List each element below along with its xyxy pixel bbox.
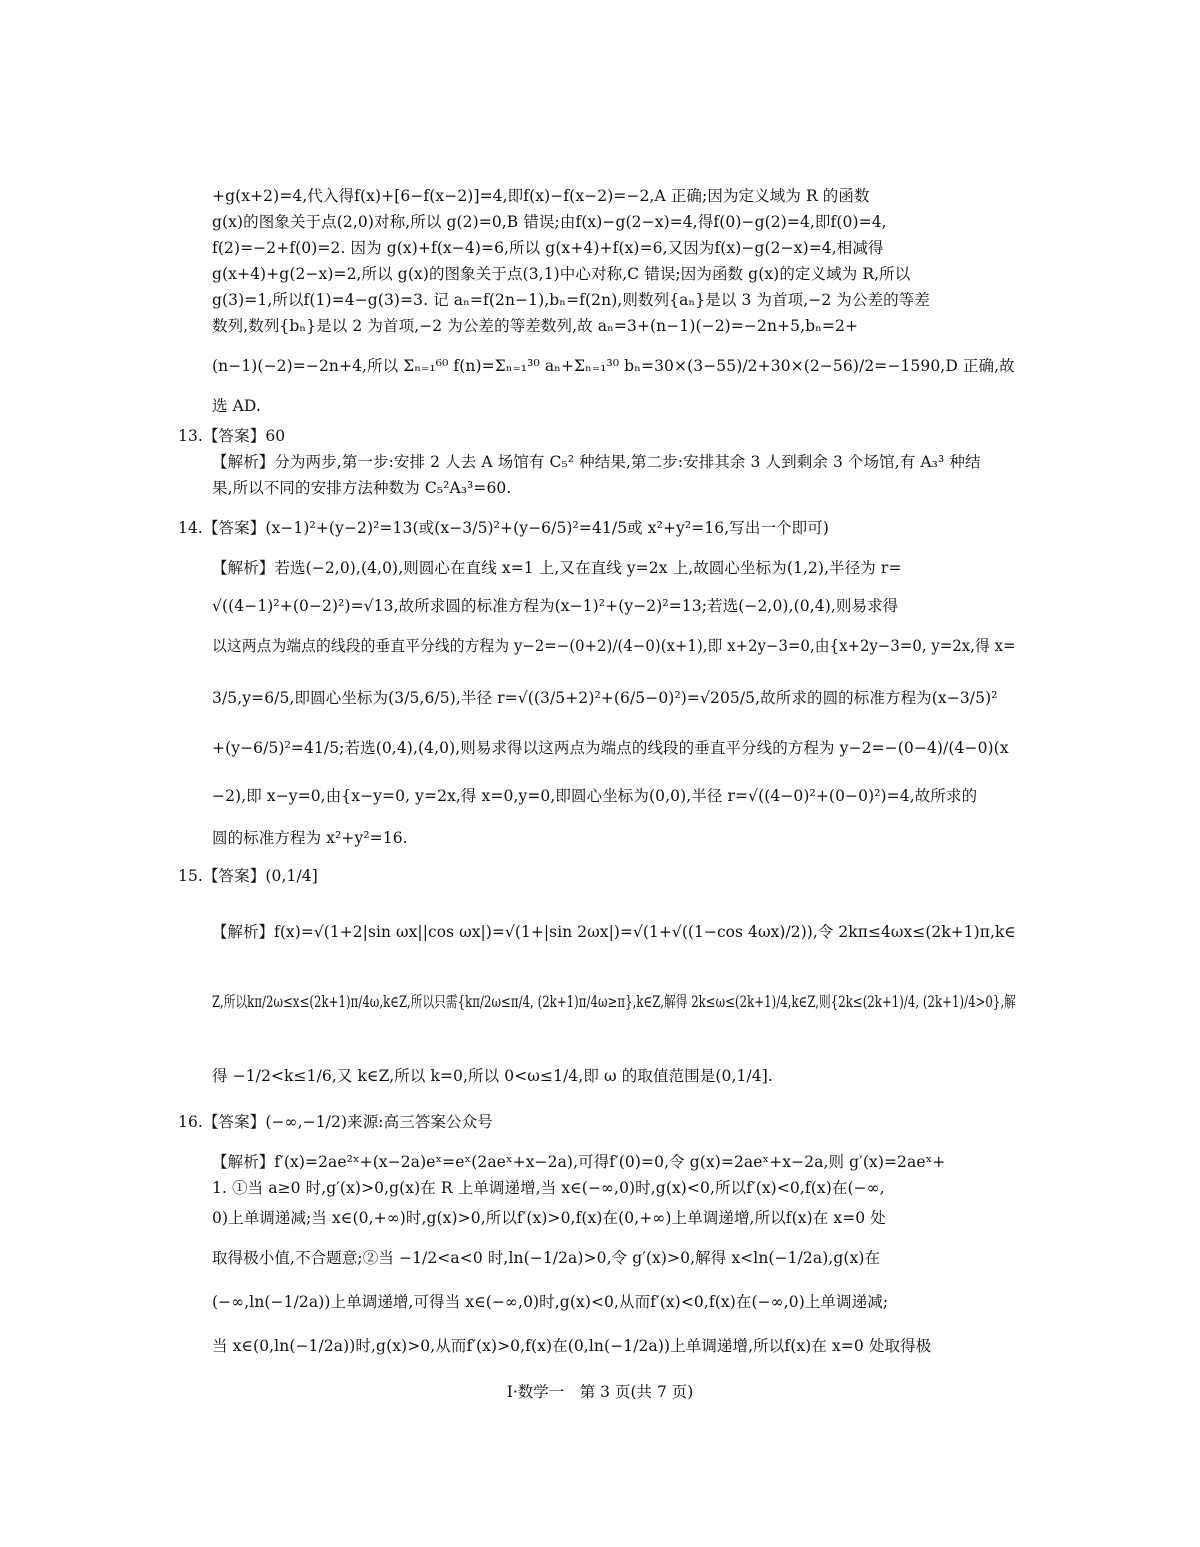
analysis-line: 【解析】f′(x)=2ae²ˣ+(x−2a)eˣ=eˣ(2aeˣ+x−2a),可得f′(0)=0,令 g(x)=2aeˣ+x−2a,则 g′(x)=2aeˣ+ xyxy=(212,1153,946,1171)
analysis-line: 【解析】f(x)=√(1+2|sin ωx||cos ωx|)=√(1+|sin 2ωx|)=√(1+√((1−cos 4ωx)/2)),令 2kπ≤4ωx≤(2k+1)π,k∈ xyxy=(212,923,1016,941)
analysis-line: 得 −1/2<k≤1/6,又 k∈Z,所以 k=0,所以 0<ω≤1/4,即 ω 的取值范围是(0,1/4]. xyxy=(212,1067,773,1085)
text-line: g(x+4)+g(2−x)=2,所以 g(x)的图象关于点(3,1)中心对称,C 错误;因为函数 g(x)的定义域为 R,所以 xyxy=(212,265,911,283)
text-line: g(3)=1,所以f(1)=4−g(3)=3. 记 aₙ=f(2n−1),bₙ=f(2n),则数列{aₙ}是以 3 为首项,−2 为公差的等差 xyxy=(212,291,930,309)
text-line: f(2)=−2+f(0)=2. 因为 g(x)+f(x−4)=6,所以 g(x+4)+f(x)=6,又因为f(x)−g(2−x)=4,相减得 xyxy=(212,239,884,257)
analysis-line: 圆的标准方程为 x²+y²=16. xyxy=(212,829,408,847)
analysis-line: 0)上单调递减;当 x∈(0,+∞)时,g(x)>0,所以f′(x)>0,f(x)在(0,+∞)上单调递增,所以f(x)在 x=0 处 xyxy=(212,1209,886,1227)
answer-13: 13.【答案】60 xyxy=(178,427,286,445)
analysis-line: Z,所以kπ/2ω≤x≤(2k+1)π/4ω,k∈Z,所以只需{kπ/2ω≤π/4, (2k+1)π/4ω≥π},k∈Z,解得 2k≤ω≤(2k+1)/4,k∈Z,则{2k≤(2k+1)/4, (2k+1)/4>0},解 xyxy=(212,993,1016,1011)
analysis-line: 果,所以不同的安排方法种数为 C₅²A₃³=60. xyxy=(212,479,512,497)
analysis-line: 取得极小值,不合题意;②当 −1/2<a<0 时,ln(−1/2a)>0,令 g′(x)>0,解得 x<ln(−1/2a),g(x)在 xyxy=(212,1249,881,1267)
page-footer: Ⅰ·数学一 第 3 页(共 7 页) xyxy=(506,1383,694,1401)
answer-14: 14.【答案】(x−1)²+(y−2)²=13(或(x−3/5)²+(y−6/5)²=41/5或 x²+y²=16,写出一个即可) xyxy=(178,519,829,537)
analysis-line: 【解析】分为两步,第一步:安排 2 人去 A 场馆有 C₅² 种结果,第二步:安排其余 3 人到剩余 3 个场馆,有 A₃³ 种结 xyxy=(212,453,981,471)
analysis-line: 以这两点为端点的线段的垂直平分线的方程为 y−2=−(0+2)/(4−0)(x+1),即 x+2y−3=0,由{x+2y−3=0, y=2x,得 x= xyxy=(212,637,1016,655)
text-line: 数列,数列{bₙ}是以 2 为首项,−2 为公差的等差数列,故 aₙ=3+(n−1)(−2)=−2n+5,bₙ=2+ xyxy=(212,317,859,335)
analysis-line: 【解析】若选(−2,0),(4,0),则圆心在直线 x=1 上,又在直线 y=2x 上,故圆心坐标为(1,2),半径为 r= xyxy=(212,559,902,577)
text-line: +g(x+2)=4,代入得f(x)+[6−f(x−2)]=4,即f(x)−f(x−2)=−2,A 正确;因为定义域为 R 的函数 xyxy=(212,187,870,205)
answer-15: 15.【答案】(0,1/4] xyxy=(178,867,318,885)
text-line: 选 AD. xyxy=(212,397,261,415)
analysis-line: (−∞,ln(−1/2a))上单调递增,可得当 x∈(−∞,0)时,g(x)<0,从而f′(x)<0,f(x)在(−∞,0)上单调递减; xyxy=(212,1293,889,1311)
answer-16: 16.【答案】(−∞,−1/2)来源:高三答案公众号 xyxy=(178,1113,493,1131)
analysis-line: 1. ①当 a≥0 时,g′(x)>0,g(x)在 R 上单调递增,当 x∈(−∞,0)时,g(x)<0,所以f′(x)<0,f(x)在(−∞, xyxy=(212,1179,885,1197)
analysis-line: −2),即 x−y=0,由{x−y=0, y=2x,得 x=0,y=0,即圆心坐标为(0,0),半径 r=√((4−0)²+(0−0)²)=4,故所求的 xyxy=(212,787,978,805)
analysis-line: √((4−1)²+(0−2)²)=√13,故所求圆的标准方程为(x−1)²+(y−2)²=13;若选(−2,0),(0,4),则易求得 xyxy=(212,597,899,615)
analysis-line: 当 x∈(0,ln(−1/2a))时,g(x)>0,从而f′(x)>0,f(x)在(0,ln(−1/2a))上单调递增,所以f(x)在 x=0 处取得极 xyxy=(212,1337,932,1355)
text-line: g(x)的图象关于点(2,0)对称,所以 g(2)=0,B 错误;由f(x)−g(2−x)=4,得f(0)−g(2)=4,即f(0)=4, xyxy=(212,213,887,231)
analysis-line: 3/5,y=6/5,即圆心坐标为(3/5,6/5),半径 r=√((3/5+2)²+(6/5−0)²)=√205/5,故所求的圆的标准方程为(x−3/5)² xyxy=(212,689,998,707)
analysis-line: +(y−6/5)²=41/5;若选(0,4),(4,0),则易求得以这两点为端点的线段的垂直平分线的方程为 y−2=−(0−4)/(4−0)(x xyxy=(212,739,1009,757)
text-line: (n−1)(−2)=−2n+4,所以 Σₙ₌₁⁶⁰ f(n)=Σₙ₌₁³⁰ aₙ+Σₙ₌₁³⁰ bₙ=30×(3−55)/2+30×(2−56)/2=−1590,D 正确,故 xyxy=(212,357,1015,375)
